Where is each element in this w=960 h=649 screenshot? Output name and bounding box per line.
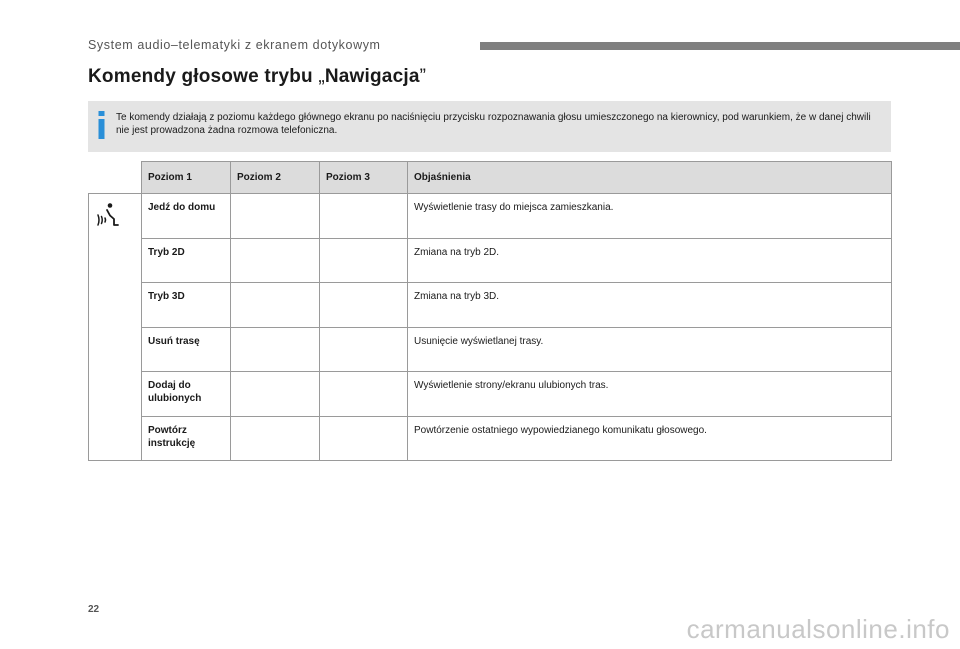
header-explanation: Objaśnienia — [408, 162, 892, 194]
level1-cell: Tryb 2D — [142, 238, 231, 283]
level1-cell: Usuń trasę — [142, 327, 231, 372]
table-row — [89, 238, 892, 283]
level3-cell — [320, 372, 408, 417]
watermark: carmanualsonline.info — [686, 614, 950, 644]
explanation-cell: Zmiana na tryb 3D. — [408, 283, 892, 328]
table-row — [89, 372, 892, 417]
page-title — [88, 66, 426, 88]
level3-cell — [320, 283, 408, 328]
level2-cell — [231, 416, 320, 461]
table-row — [89, 327, 892, 372]
table-row — [89, 194, 892, 239]
level3-cell — [320, 416, 408, 461]
icon-cell — [89, 194, 142, 461]
level1-cell: Dodaj do ulubionych — [142, 372, 231, 417]
page-title-main: Komendy głosowe trybu — [88, 66, 319, 87]
voice-command-icon — [95, 202, 121, 228]
close-quote: ” — [419, 66, 427, 87]
level2-cell — [231, 283, 320, 328]
table-row — [89, 416, 892, 461]
table-header-row — [89, 162, 892, 194]
running-header: System audio–telematyki z ekranem dotykowym — [88, 38, 381, 52]
header-bar — [480, 42, 960, 50]
info-text: Te komendy działają z poziomu każdego głównego ekranu po naciśnięciu przycisku rozpoznawania głosu umieszczonego na kierownicy, pod warunkiem, że w danej chwili nie jest prowadzona żadna rozmowa telefoniczna. — [116, 112, 871, 136]
level2-cell — [231, 372, 320, 417]
explanation-cell: Usunięcie wyświetlanej trasy. — [408, 327, 892, 372]
page-title-emphasis: Nawigacja — [324, 66, 420, 87]
table-row — [89, 283, 892, 328]
header-level-2: Poziom 2 — [231, 162, 320, 194]
explanation-cell: Zmiana na tryb 2D. — [408, 238, 892, 283]
header-level-3: Poziom 3 — [320, 162, 408, 194]
info-icon — [98, 111, 105, 139]
header-blank-cell — [89, 162, 142, 194]
level2-cell — [231, 194, 320, 239]
header-level-1: Poziom 1 — [142, 162, 231, 194]
level3-cell — [320, 327, 408, 372]
level3-cell — [320, 238, 408, 283]
explanation-cell: Wyświetlenie trasy do miejsca zamieszkania. — [408, 194, 892, 239]
explanation-cell: Powtórzenie ostatniego wypowiedzianego komunikatu głosowego. — [408, 416, 892, 461]
level3-cell — [320, 194, 408, 239]
open-quote: „ — [318, 66, 325, 87]
level1-cell: Tryb 3D — [142, 283, 231, 328]
voice-commands-table — [88, 161, 892, 461]
level2-cell — [231, 238, 320, 283]
info-box — [88, 101, 891, 152]
explanation-cell: Wyświetlenie strony/ekranu ulubionych tras. — [408, 372, 892, 417]
level1-cell: Jedź do domu — [142, 194, 231, 239]
level2-cell — [231, 327, 320, 372]
page-number: 22 — [88, 604, 100, 615]
level1-cell: Powtórz instrukcję — [142, 416, 231, 461]
